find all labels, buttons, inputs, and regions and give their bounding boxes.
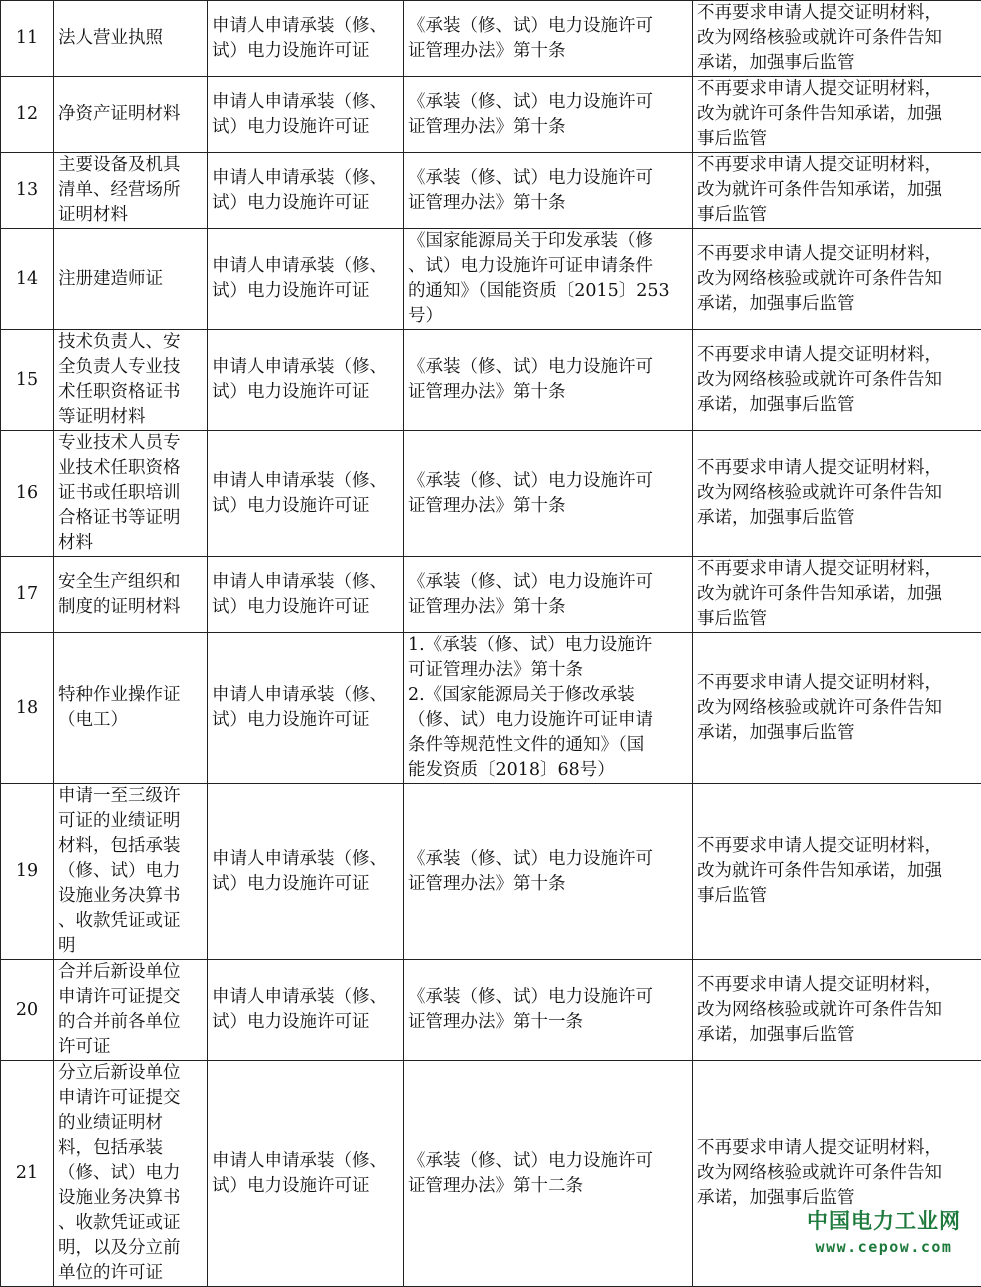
- cell-text-line: 不再要求申请人提交证明材料，: [697, 456, 979, 481]
- cell-text-line: 许可证: [58, 1035, 205, 1060]
- cell-material: [54, 633, 208, 784]
- cell-text-line: 证明材料: [58, 203, 205, 228]
- cell-text-line: 试）电力设施许可证: [212, 39, 401, 64]
- cell-item: [208, 330, 404, 431]
- cell-text-line: 的通知》（国能资质〔2015〕253: [408, 279, 690, 304]
- cell-text-line: （电工）: [58, 708, 205, 733]
- cell-material: [54, 77, 208, 153]
- cell-text-line: 改为就许可条件告知承诺，加强: [697, 102, 979, 127]
- cell-text-line: 等证明材料: [58, 405, 205, 430]
- cell-text-line: 条件等规范性文件的通知》（国: [408, 733, 690, 758]
- cell-text-line: 《国家能源局关于印发承装（修: [408, 229, 690, 254]
- cell-text-line: 申请人申请承装（修、: [212, 90, 401, 115]
- cell-text-line: 不再要求申请人提交证明材料，: [697, 343, 979, 368]
- cell-text-line: 不再要求申请人提交证明材料，: [697, 1, 979, 26]
- cell-material: [54, 330, 208, 431]
- cell-text-line: 分立后新设单位: [58, 1061, 205, 1086]
- cell-text-line: 证管理办法》第十条: [408, 494, 690, 519]
- table-row: [1, 229, 981, 330]
- cell-basis: [404, 77, 693, 153]
- cell-item: [208, 153, 404, 229]
- watermark-url: www.cepow.com: [790, 1236, 978, 1258]
- row-number: 12: [1, 77, 54, 153]
- cell-text-line: 法人营业执照: [58, 26, 205, 51]
- cell-text-line: 1.《承装（修、试）电力设施许: [408, 633, 690, 658]
- cell-text-line: 申请人申请承装（修、: [212, 469, 401, 494]
- cell-text-line: 料，包括承装: [58, 1136, 205, 1161]
- cell-basis: [404, 229, 693, 330]
- cell-text-line: 申请人申请承装（修、: [212, 1149, 401, 1174]
- cell-item: [208, 784, 404, 960]
- cell-measure: [693, 557, 981, 633]
- cell-text-line: 、收款凭证或证: [58, 1211, 205, 1236]
- table-row: [1, 431, 981, 557]
- cell-text-line: 不再要求申请人提交证明材料，: [697, 671, 979, 696]
- cell-text-line: 清单、经营场所: [58, 178, 205, 203]
- cell-basis: [404, 153, 693, 229]
- cell-text-line: 《承装（修、试）电力设施许可: [408, 985, 690, 1010]
- cell-text-line: 专业技术人员专: [58, 431, 205, 456]
- row-number: 11: [1, 1, 54, 77]
- table-row: [1, 77, 981, 153]
- cell-measure: [693, 153, 981, 229]
- cell-text-line: （修、试）电力: [58, 1161, 205, 1186]
- cell-text-line: 申请许可证提交: [58, 985, 205, 1010]
- cell-text-line: 承诺，加强事后监管: [697, 721, 979, 746]
- cell-basis: [404, 557, 693, 633]
- cell-text-line: 《承装（修、试）电力设施许可: [408, 570, 690, 595]
- cell-text-line: 证管理办法》第十条: [408, 872, 690, 897]
- cell-text-line: 证书或任职培训: [58, 481, 205, 506]
- cell-text-line: 改为网络核验或就许可条件告知: [697, 481, 979, 506]
- cell-text-line: 合格证书等证明: [58, 506, 205, 531]
- row-number: 14: [1, 229, 54, 330]
- cell-text-line: 《承装（修、试）电力设施许可: [408, 14, 690, 39]
- cell-text-line: （修、试）电力: [58, 859, 205, 884]
- cell-text-line: 号）: [408, 304, 690, 329]
- cell-text-line: 、收款凭证或证: [58, 909, 205, 934]
- row-number: 16: [1, 431, 54, 557]
- cell-text-line: 《承装（修、试）电力设施许可: [408, 355, 690, 380]
- cell-item: [208, 431, 404, 557]
- cell-text-line: 注册建造师证: [58, 267, 205, 292]
- cell-text-line: 事后监管: [697, 607, 979, 632]
- cell-text-line: 设施业务决算书: [58, 884, 205, 909]
- cell-text-line: 能发资质〔2018〕68号）: [408, 758, 690, 783]
- cell-measure: [693, 784, 981, 960]
- cell-material: [54, 1, 208, 77]
- cell-text-line: 事后监管: [697, 127, 979, 152]
- cell-item: [208, 1061, 404, 1287]
- cell-text-line: 申请人申请承装（修、: [212, 570, 401, 595]
- cell-text-line: （修、试）电力设施许可证申请: [408, 708, 690, 733]
- row-number: 21: [1, 1061, 54, 1287]
- row-number: 19: [1, 784, 54, 960]
- cell-text-line: 不再要求申请人提交证明材料，: [697, 1136, 979, 1161]
- cell-text-line: 申请人申请承装（修、: [212, 683, 401, 708]
- cell-text-line: 试）电力设施许可证: [212, 1174, 401, 1199]
- cell-text-line: 可证的业绩证明: [58, 809, 205, 834]
- cell-text-line: 《承装（修、试）电力设施许可: [408, 90, 690, 115]
- cell-text-line: 申请人申请承装（修、: [212, 14, 401, 39]
- cell-text-line: 术任职资格证书: [58, 380, 205, 405]
- cell-material: [54, 557, 208, 633]
- row-number: 20: [1, 960, 54, 1061]
- table-row: [1, 784, 981, 960]
- cell-text-line: 证管理办法》第十一条: [408, 1010, 690, 1035]
- cell-text-line: 2.《国家能源局关于修改承装: [408, 683, 690, 708]
- cell-measure: [693, 330, 981, 431]
- cell-text-line: 《承装（修、试）电力设施许可: [408, 469, 690, 494]
- cell-text-line: 事后监管: [697, 884, 979, 909]
- cell-text-line: 试）电力设施许可证: [212, 872, 401, 897]
- cell-text-line: 承诺，加强事后监管: [697, 1186, 979, 1211]
- cell-item: [208, 633, 404, 784]
- cell-text-line: 改为就许可条件告知承诺，加强: [697, 859, 979, 884]
- cell-measure: [693, 960, 981, 1061]
- cell-material: [54, 960, 208, 1061]
- cell-text-line: 合并后新设单位: [58, 960, 205, 985]
- cell-measure: [693, 1, 981, 77]
- cell-text-line: 事后监管: [697, 203, 979, 228]
- cell-text-line: 试）电力设施许可证: [212, 1010, 401, 1035]
- cell-text-line: 全负责人专业技: [58, 355, 205, 380]
- cell-material: [54, 784, 208, 960]
- cell-text-line: 证管理办法》第十条: [408, 191, 690, 216]
- cell-text-line: 试）电力设施许可证: [212, 115, 401, 140]
- cell-text-line: 不再要求申请人提交证明材料，: [697, 153, 979, 178]
- cell-text-line: 的合并前各单位: [58, 1010, 205, 1035]
- table-row: [1, 633, 981, 784]
- cell-text-line: 承诺，加强事后监管: [697, 292, 979, 317]
- cell-text-line: 安全生产组织和: [58, 570, 205, 595]
- cell-text-line: 申请人申请承装（修、: [212, 985, 401, 1010]
- cell-text-line: 不再要求申请人提交证明材料，: [697, 77, 979, 102]
- cell-text-line: 、试）电力设施许可证申请条件: [408, 254, 690, 279]
- cell-basis: [404, 633, 693, 784]
- cell-text-line: 改为网络核验或就许可条件告知: [697, 1161, 979, 1186]
- watermark-name: 中国电力工业网: [790, 1206, 978, 1236]
- cell-measure: [693, 77, 981, 153]
- cell-item: [208, 229, 404, 330]
- row-number: 17: [1, 557, 54, 633]
- cell-text-line: 材料，包括承装: [58, 834, 205, 859]
- cell-text-line: 承诺，加强事后监管: [697, 393, 979, 418]
- cell-text-line: 申请人申请承装（修、: [212, 847, 401, 872]
- cell-text-line: 不再要求申请人提交证明材料，: [697, 557, 979, 582]
- cell-text-line: 证管理办法》第十条: [408, 115, 690, 140]
- cell-text-line: 试）电力设施许可证: [212, 494, 401, 519]
- table-row: [1, 153, 981, 229]
- cell-text-line: 制度的证明材料: [58, 595, 205, 620]
- cell-measure: [693, 431, 981, 557]
- cell-text-line: 改为就许可条件告知承诺，加强: [697, 582, 979, 607]
- cell-text-line: 承诺，加强事后监管: [697, 51, 979, 76]
- cell-basis: [404, 784, 693, 960]
- cell-material: [54, 229, 208, 330]
- table-row: [1, 330, 981, 431]
- cell-item: [208, 960, 404, 1061]
- cell-text-line: 单位的许可证: [58, 1261, 205, 1286]
- cell-text-line: 试）电力设施许可证: [212, 595, 401, 620]
- cell-text-line: 申请人申请承装（修、: [212, 355, 401, 380]
- cell-text-line: 技术负责人、安: [58, 330, 205, 355]
- cell-text-line: 证管理办法》第十条: [408, 595, 690, 620]
- cell-item: [208, 77, 404, 153]
- cell-text-line: 申请许可证提交: [58, 1086, 205, 1111]
- cell-text-line: 特种作业操作证: [58, 683, 205, 708]
- cell-text-line: 承诺，加强事后监管: [697, 1023, 979, 1048]
- cell-material: [54, 1061, 208, 1287]
- cell-text-line: 可证管理办法》第十条: [408, 658, 690, 683]
- cell-text-line: 不再要求申请人提交证明材料，: [697, 973, 979, 998]
- cell-measure: [693, 229, 981, 330]
- row-number: 13: [1, 153, 54, 229]
- cell-text-line: 承诺，加强事后监管: [697, 506, 979, 531]
- cell-text-line: 材料: [58, 531, 205, 556]
- cell-basis: [404, 431, 693, 557]
- cell-basis: [404, 1061, 693, 1287]
- cell-basis: [404, 960, 693, 1061]
- cell-text-line: 试）电力设施许可证: [212, 191, 401, 216]
- cell-text-line: 证管理办法》第十二条: [408, 1174, 690, 1199]
- cell-basis: [404, 330, 693, 431]
- row-number: 18: [1, 633, 54, 784]
- cell-text-line: 改为网络核验或就许可条件告知: [697, 26, 979, 51]
- cell-text-line: 改为网络核验或就许可条件告知: [697, 267, 979, 292]
- cell-text-line: 证管理办法》第十条: [408, 380, 690, 405]
- cell-text-line: 改为网络核验或就许可条件告知: [697, 998, 979, 1023]
- cell-material: [54, 153, 208, 229]
- site-watermark: [790, 1206, 978, 1258]
- cell-text-line: 主要设备及机具: [58, 153, 205, 178]
- cell-text-line: 业技术任职资格: [58, 456, 205, 481]
- cell-text-line: 申请一至三级许: [58, 784, 205, 809]
- table-row: [1, 1, 981, 77]
- cell-text-line: 《承装（修、试）电力设施许可: [408, 847, 690, 872]
- table-row: [1, 960, 981, 1061]
- cell-text-line: 《承装（修、试）电力设施许可: [408, 1149, 690, 1174]
- cell-text-line: 改为网络核验或就许可条件告知: [697, 696, 979, 721]
- cell-item: [208, 557, 404, 633]
- cell-text-line: 设施业务决算书: [58, 1186, 205, 1211]
- cell-text-line: 试）电力设施许可证: [212, 380, 401, 405]
- cell-text-line: 申请人申请承装（修、: [212, 254, 401, 279]
- cell-text-line: 试）电力设施许可证: [212, 708, 401, 733]
- cell-text-line: 明: [58, 934, 205, 959]
- cell-text-line: 净资产证明材料: [58, 102, 205, 127]
- cell-text-line: 改为就许可条件告知承诺，加强: [697, 178, 979, 203]
- cell-text-line: 试）电力设施许可证: [212, 279, 401, 304]
- cell-basis: [404, 1, 693, 77]
- cell-text-line: 不再要求申请人提交证明材料，: [697, 834, 979, 859]
- cell-text-line: 《承装（修、试）电力设施许可: [408, 166, 690, 191]
- cell-material: [54, 431, 208, 557]
- cell-text-line: 改为网络核验或就许可条件告知: [697, 368, 979, 393]
- cell-text-line: 明，以及分立前: [58, 1236, 205, 1261]
- table-row: [1, 557, 981, 633]
- cell-text-line: 不再要求申请人提交证明材料，: [697, 242, 979, 267]
- cell-item: [208, 1, 404, 77]
- cell-text-line: 证管理办法》第十条: [408, 39, 690, 64]
- cell-text-line: 申请人申请承装（修、: [212, 166, 401, 191]
- cell-text-line: 的业绩证明材: [58, 1111, 205, 1136]
- cell-measure: [693, 633, 981, 784]
- row-number: 15: [1, 330, 54, 431]
